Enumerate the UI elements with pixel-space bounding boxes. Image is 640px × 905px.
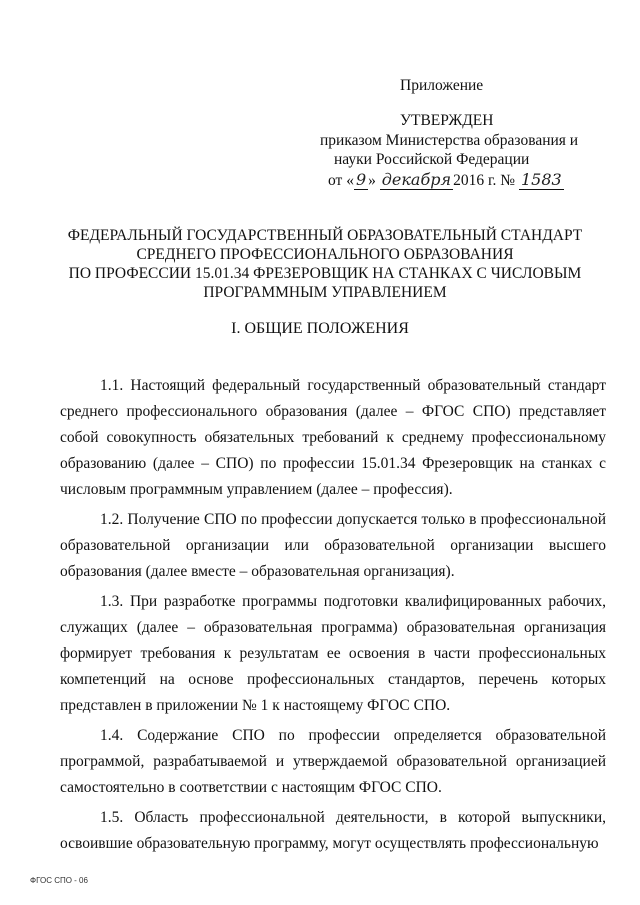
title-line-1: ФЕДЕРАЛЬНЫЙ ГОСУДАРСТВЕННЫЙ ОБРАЗОВАТЕЛЬНЫЙ СТАНДАРТ — [67, 227, 583, 244]
title-line-3: ПО ПРОФЕССИИ 15.01.34 ФРЕЗЕРОВЩИК НА СТАНКАХ С ЧИСЛОВЫМ — [68, 265, 582, 282]
section-heading: I. ОБЩИЕ ПОЛОЖЕНИЯ — [231, 320, 409, 337]
title-line-2: СРЕДНЕГО ПРОФЕССИОНАЛЬНОГО ОБРАЗОВАНИЯ — [136, 246, 514, 263]
order-number-handwritten: 1583 — [520, 170, 562, 189]
paragraph-1-5: 1.5. Область профессиональной деятельности, в которой выпускники, освоившие образовательную программу, могут осуществлять профессиональную — [60, 809, 606, 852]
document-body — [60, 373, 606, 857]
footer-code: ФГОС СПО - 06 — [30, 876, 88, 885]
order-date-line — [328, 170, 564, 191]
date-month-handwritten: декабря — [381, 170, 452, 189]
approved-label: УТВЕРЖДЕН — [400, 112, 494, 129]
title-line-4: ПРОГРАММНЫМ УПРАВЛЕНИЕМ — [203, 284, 447, 301]
order-line-2: науки Российской Федерации — [334, 151, 530, 168]
paragraph-1-3: 1.3. При разработке программы подготовки квалифицированных рабочих, служащих (далее – образовательная программа) образовательная организация формирует требования к результатам ее освоения в части профессиональных компетенций на основе профессиональных стандартов, перечень которых представлен в приложении № 1 к настоящему ФГОС СПО. — [60, 593, 606, 714]
date-day-handwritten: 9 — [355, 170, 367, 189]
date-mid: » — [368, 172, 376, 189]
appendix-label: Приложение — [400, 77, 484, 94]
order-line-1: приказом Министерства образования и — [320, 132, 579, 149]
date-year: 2016 г. № — [453, 172, 516, 189]
paragraph-1-4: 1.4. Содержание СПО по профессии определяется образовательной программой, разрабатываемой и утверждаемой образовательной организацией самостоятельно в соответствии с настоящим ФГОС СПО. — [60, 727, 606, 796]
paragraph-1-2: 1.2. Получение СПО по профессии допускается только в профессиональной образовательной организации или образовательной организации высшего образования (далее вместе – образовательная организация). — [60, 511, 606, 580]
document-title — [40, 226, 610, 302]
date-prefix: от « — [328, 172, 354, 189]
paragraph-1-1: 1.1. Настоящий федеральный государственный образовательный стандарт среднего профессионального образования (далее – ФГОС СПО) представляет собой совокупность обязательных требований к среднему профессиональному образованию (далее – СПО) по профессии 15.01.34 Фрезеровщик на станках с числовым программным управлением (далее – профессия). — [60, 377, 606, 498]
